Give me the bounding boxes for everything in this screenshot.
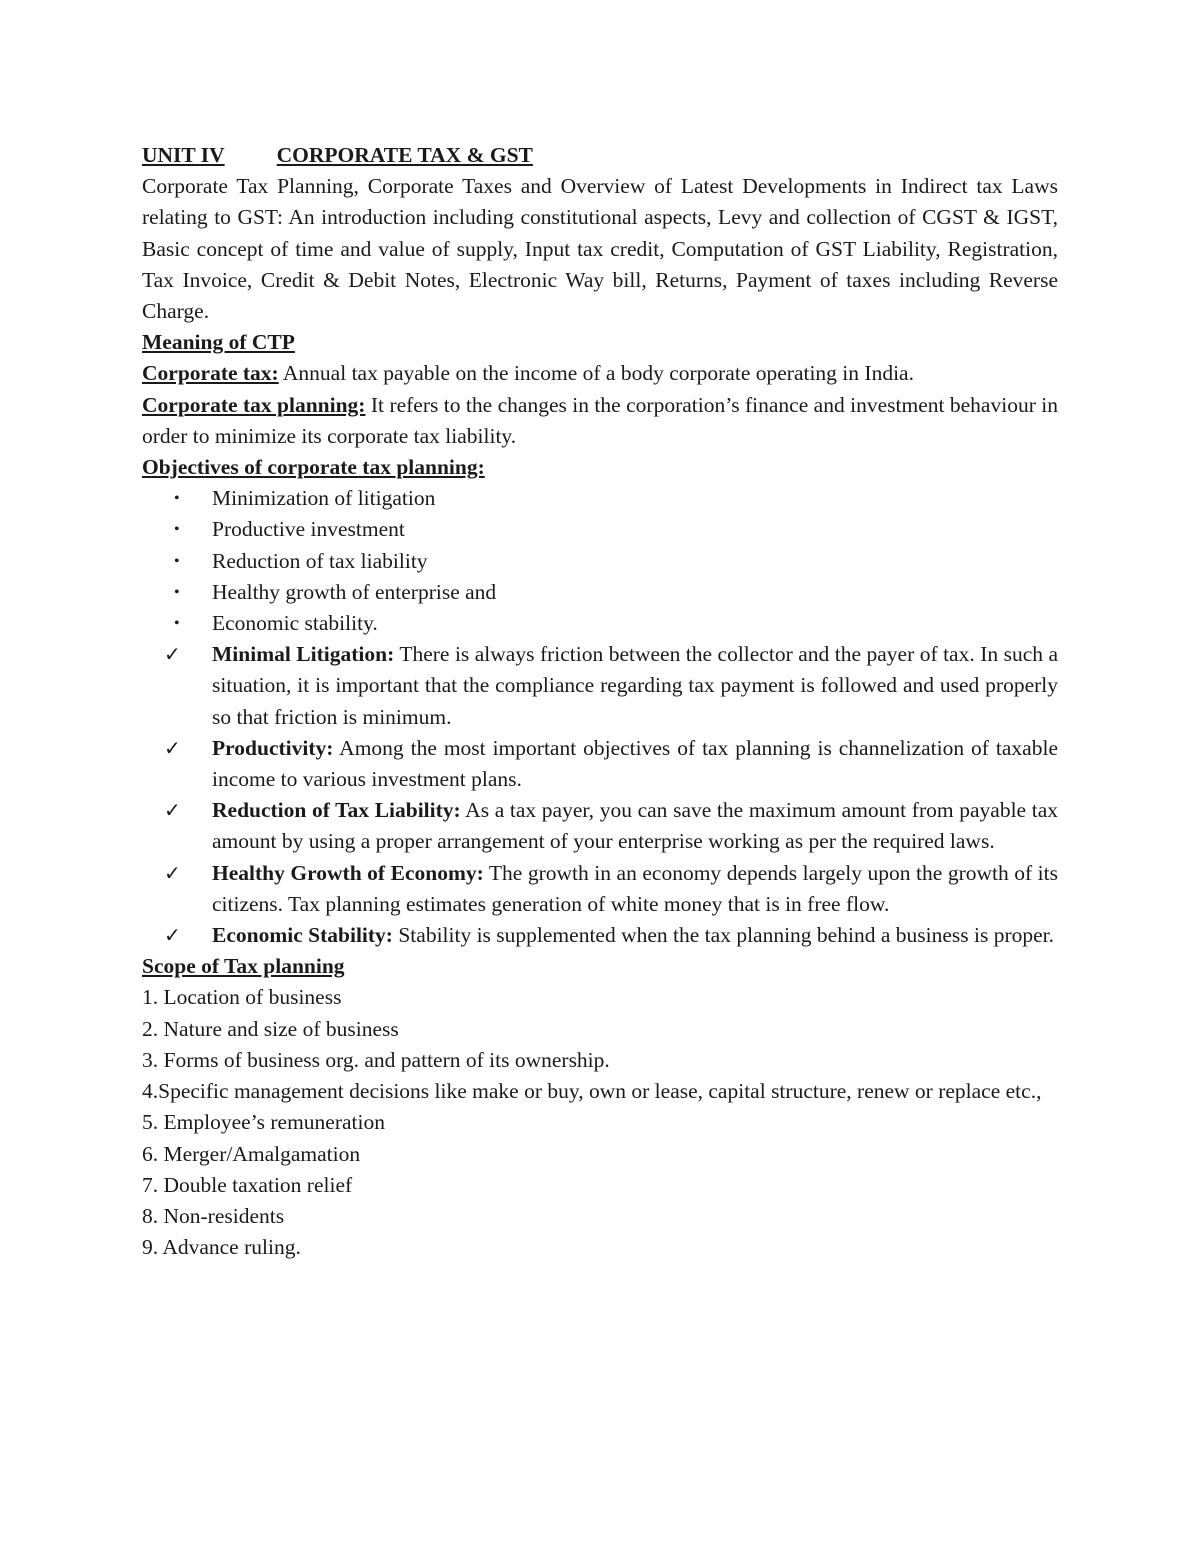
- bullet-icon: •: [174, 490, 180, 508]
- list-item: ✓ Reduction of Tax Liability: As a tax payer, you can save the maximum amount from payable tax amount by using a proper arrangement of your enterprise working as per the required laws.: [142, 795, 1058, 857]
- list-item: 8. Non-residents: [142, 1203, 285, 1228]
- checkmark-icon: ✓: [164, 923, 181, 948]
- ctp-text: It refers to the changes in the corporation’s finance and investment behaviour in order to minimize its corporate tax liability.: [142, 392, 1058, 448]
- list-item: ✓ Economic Stability: Stability is supplemented when the tax planning behind a business is proper.: [142, 920, 1058, 951]
- list-item: ✓ Healthy Growth of Economy: The growth in an economy depends largely upon the growth of its citizens. Tax planning estimates generation of white money that is in free flow.: [142, 858, 1058, 920]
- objectives-bullet-list: [142, 483, 1058, 639]
- corporate-tax-definition: [142, 358, 1058, 389]
- unit-title: CORPORATE TAX & GST: [276, 143, 533, 167]
- list-item: 4.Specific management decisions like make or buy, own or lease, capital structure, renew or replace etc.,: [142, 1079, 1042, 1104]
- ctp-definition: [142, 390, 1058, 452]
- checkmark-icon: ✓: [164, 798, 181, 823]
- list-item: • Productive investment: [142, 514, 1058, 545]
- list-item: 7. Double taxation relief: [142, 1172, 353, 1197]
- unit-label: UNIT IV: [142, 143, 225, 167]
- scope-heading: Scope of Tax planning: [142, 954, 345, 979]
- meaning-heading: Meaning of CTP: [142, 330, 295, 355]
- corporate-tax-label: Corporate tax:: [142, 361, 279, 386]
- checkmark-icon: ✓: [164, 642, 181, 667]
- scope-list: [142, 982, 1058, 1263]
- ctp-label: Corporate tax planning:: [142, 392, 366, 417]
- list-item: 6. Merger/Amalgamation: [142, 1141, 361, 1166]
- list-item: 1. Location of business: [142, 985, 342, 1010]
- list-item: 9. Advance ruling.: [142, 1235, 301, 1260]
- document-page: [142, 140, 1058, 1263]
- list-item: • Economic stability.: [142, 608, 1058, 639]
- list-item: • Reduction of tax liability: [142, 546, 1058, 577]
- list-item: 3. Forms of business org. and pattern of its ownership.: [142, 1047, 610, 1072]
- bullet-icon: •: [174, 552, 180, 570]
- list-item: 5. Employee’s remuneration: [142, 1110, 385, 1135]
- unit-heading: [142, 140, 1058, 171]
- bullet-icon: •: [174, 583, 180, 601]
- corporate-tax-text: Annual tax payable on the income of a body corporate operating in India.: [278, 361, 914, 386]
- list-item: ✓ Minimal Litigation: There is always friction between the collector and the payer of tax. In such a situation, it is important that the compliance regarding tax payment is followed and used properly so that friction is minimum.: [142, 639, 1058, 733]
- checkmark-icon: ✓: [164, 735, 181, 760]
- checkmark-icon: ✓: [164, 860, 181, 885]
- objectives-heading: Objectives of corporate tax planning:: [142, 455, 485, 480]
- objectives-detail-list: [142, 639, 1058, 951]
- list-item: • Healthy growth of enterprise and: [142, 577, 1058, 608]
- list-item: • Minimization of litigation: [142, 483, 1058, 514]
- bullet-icon: •: [174, 521, 180, 539]
- bullet-icon: •: [174, 615, 180, 633]
- list-item: 2. Nature and size of business: [142, 1016, 399, 1041]
- intro-paragraph: Corporate Tax Planning, Corporate Taxes and Overview of Latest Developments in Indirect tax Laws relating to GST: An introduction including constitutional aspects, Levy and collection of CGST & IGST, Basic concept of time and value of supply, Input tax credit, Computation of GST Liability, Registration, Tax Invoice, Credit & Debit Notes, Electronic Way bill, Returns, Payment of taxes including Reverse Charge.: [142, 174, 1058, 324]
- list-item: ✓ Productivity: Among the most important objectives of tax planning is channelization of taxable income to various investment plans.: [142, 733, 1058, 795]
